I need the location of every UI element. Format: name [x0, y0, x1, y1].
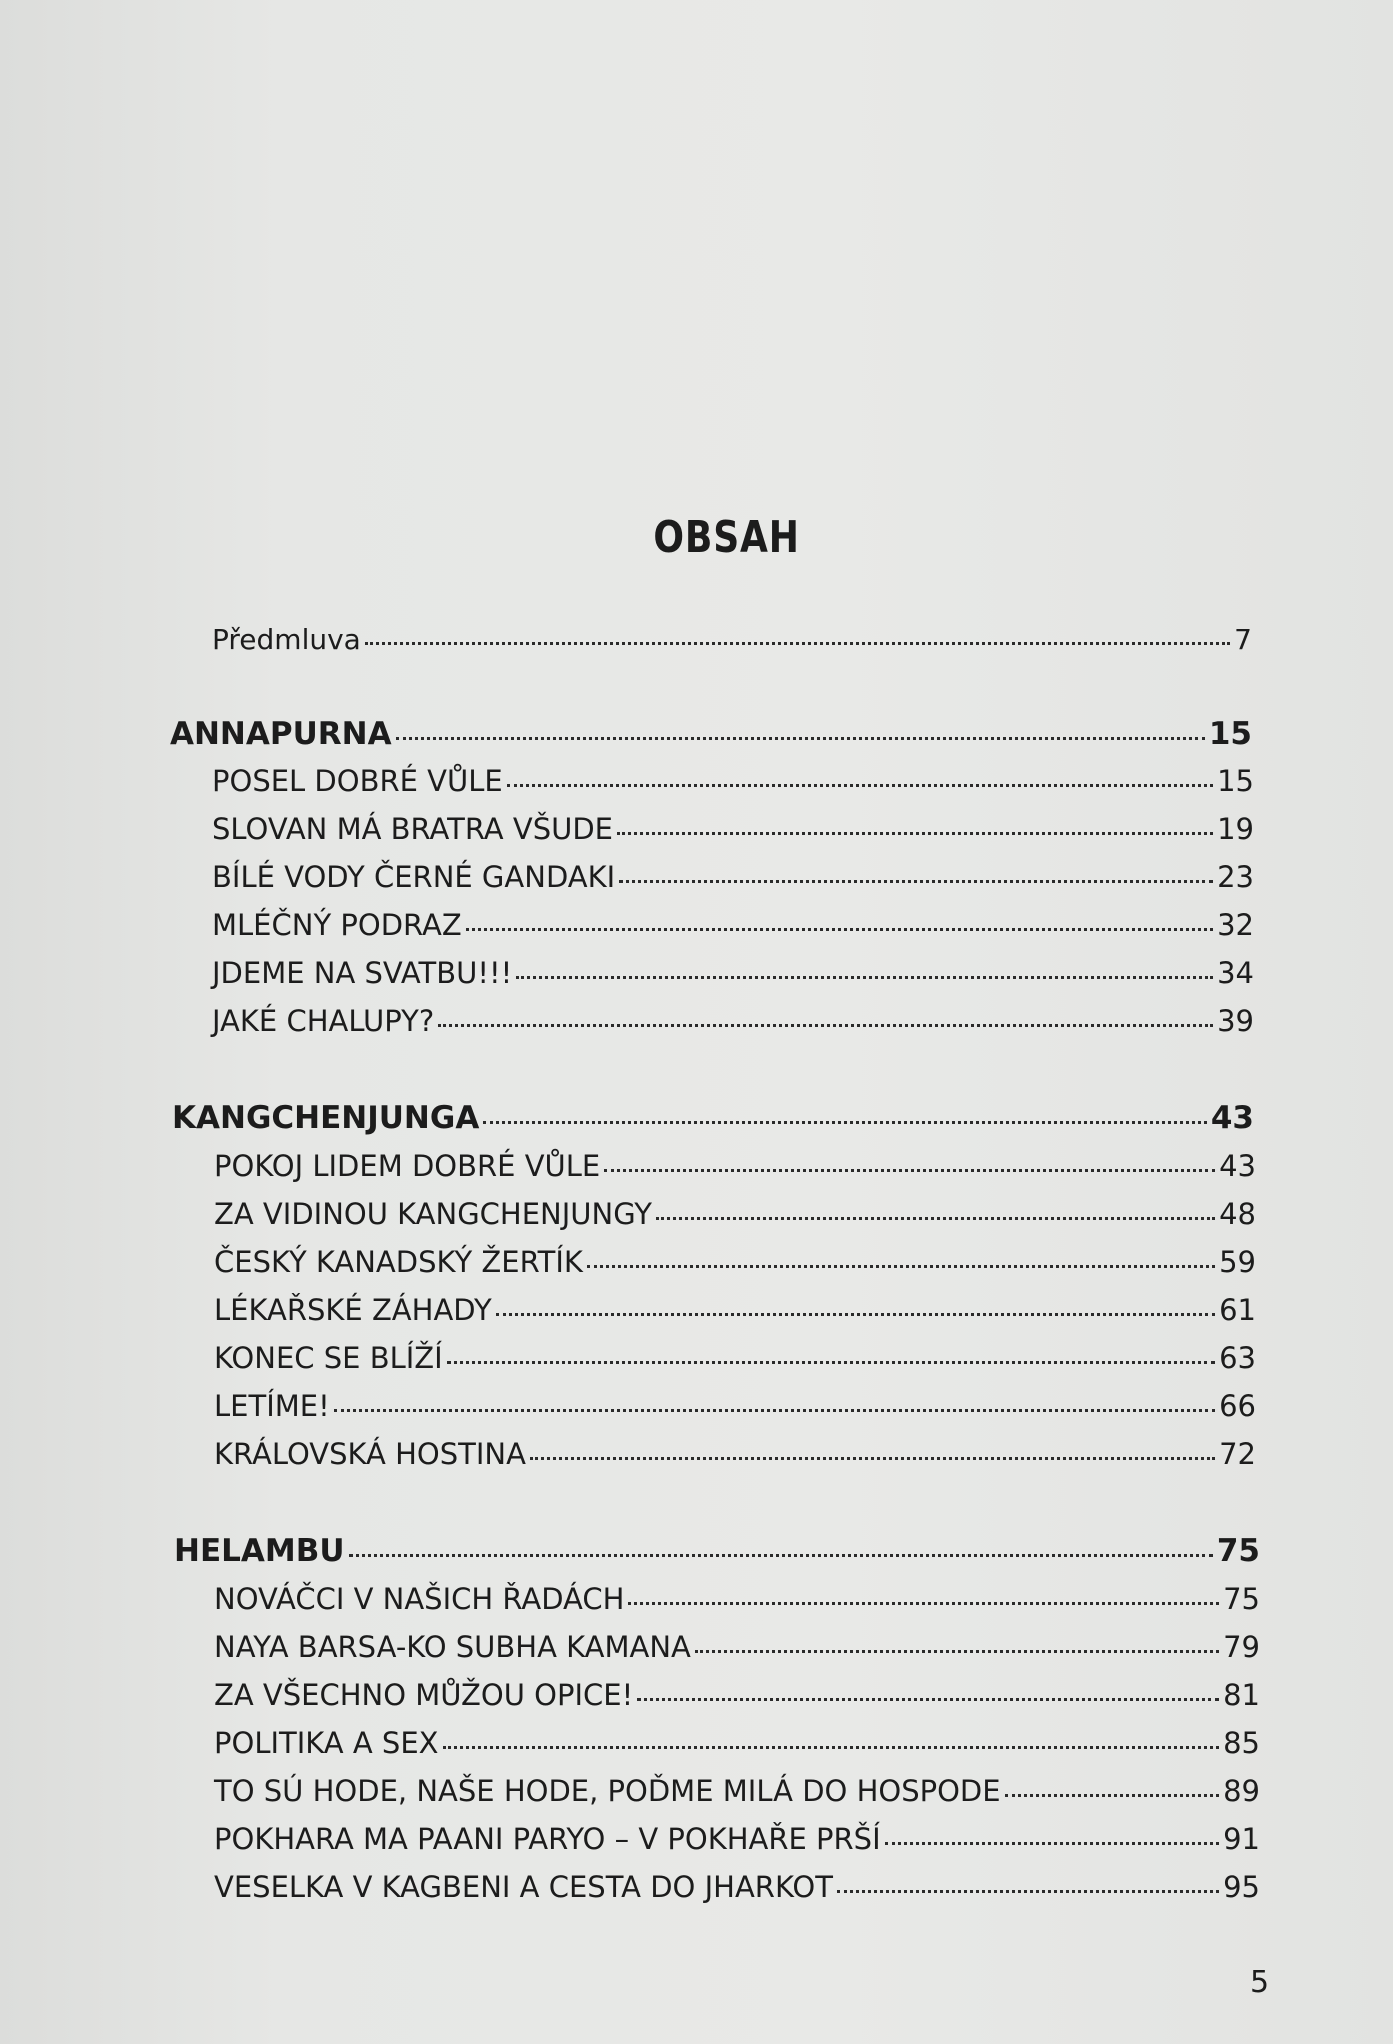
toc-entry-page: 72	[1219, 1437, 1256, 1471]
toc-entry	[212, 860, 1254, 894]
toc-part-helambu	[174, 1533, 1260, 1569]
toc-entry-label: KONEC SE BLÍŽÍ	[214, 1341, 443, 1375]
leader-dots	[619, 880, 1213, 883]
toc-entry-page: 59	[1219, 1245, 1256, 1279]
toc-entry	[214, 1582, 1260, 1616]
toc-entry	[214, 1822, 1260, 1856]
leader-dots	[507, 784, 1213, 787]
page-number: 5	[1250, 1965, 1270, 2000]
toc-part-annapurna	[170, 716, 1252, 752]
toc-entry-label: SLOVAN MÁ BRATRA VŠUDE	[212, 812, 613, 846]
toc-entry-label: NOVÁČCI V NAŠICH ŘADÁCH	[214, 1582, 625, 1616]
toc-entry	[214, 1726, 1260, 1760]
toc-entry	[212, 1004, 1254, 1038]
toc-entry-label: ZA VIDINOU KANGCHENJUNGY	[214, 1197, 652, 1231]
toc-entry-label: BÍLÉ VODY ČERNÉ GANDAKI	[212, 860, 616, 894]
toc-entry-page: 19	[1217, 812, 1254, 846]
leader-dots	[1005, 1794, 1220, 1797]
toc-entry-page: 95	[1223, 1870, 1260, 1904]
leader-dots	[637, 1698, 1219, 1701]
leader-dots	[438, 1024, 1213, 1027]
toc-entry-preface	[212, 623, 1252, 656]
toc-part-page: 43	[1210, 1100, 1254, 1136]
toc-entry	[212, 812, 1254, 846]
toc-entry-label: POSEL DOBRÉ VŮLE	[212, 764, 503, 798]
toc-entry-page: 89	[1223, 1774, 1260, 1808]
toc-part-kangchenjunga	[172, 1100, 1254, 1136]
toc-entry-label: MLÉČNÝ PODRAZ	[212, 908, 462, 942]
toc-entry-page: 66	[1219, 1389, 1256, 1423]
toc-entry-page: 61	[1219, 1293, 1256, 1327]
leader-dots	[656, 1217, 1215, 1220]
toc-entry	[214, 1245, 1256, 1279]
leader-dots	[530, 1457, 1215, 1460]
leader-dots	[334, 1409, 1215, 1412]
toc-entry-label: JAKÉ CHALUPY?	[212, 1004, 435, 1038]
toc-title: OBSAH	[653, 512, 800, 563]
toc-entry-page: 23	[1217, 860, 1254, 894]
toc-entry-label: TO SÚ HODE, NAŠE HODE, POĎME MILÁ DO HOSPODE	[214, 1774, 1001, 1808]
toc-part-label: HELAMBU	[174, 1533, 345, 1569]
toc-part-page: 15	[1208, 716, 1252, 752]
leader-dots	[885, 1842, 1219, 1845]
toc-entry-label: Předmluva	[212, 623, 361, 656]
toc-entry-page: 85	[1223, 1726, 1260, 1760]
leader-dots	[516, 976, 1213, 979]
toc-entry-label: POKHARA MA PAANI PARYO – V POKHAŘE PRŠÍ	[214, 1822, 881, 1856]
toc-entry-page: 7	[1234, 623, 1252, 656]
leader-dots	[447, 1361, 1215, 1364]
toc-entry	[214, 1149, 1256, 1183]
leader-dots	[604, 1169, 1215, 1172]
toc-entry	[212, 956, 1254, 990]
leader-dots	[365, 642, 1230, 645]
toc-entry	[214, 1437, 1256, 1471]
toc-entry-label: JDEME NA SVATBU!!!	[212, 956, 513, 990]
toc-part-page: 75	[1216, 1533, 1260, 1569]
leader-dots	[396, 737, 1205, 740]
toc-entry-page: 81	[1223, 1678, 1260, 1712]
toc-entry	[212, 764, 1254, 798]
toc-entry-page: 39	[1217, 1004, 1254, 1038]
leader-dots	[587, 1265, 1215, 1268]
toc-entry	[214, 1389, 1256, 1423]
toc-entry	[214, 1197, 1256, 1231]
toc-entry-page: 43	[1219, 1149, 1256, 1183]
leader-dots	[628, 1602, 1219, 1605]
toc-entry	[214, 1341, 1256, 1375]
toc-entry-page: 75	[1223, 1582, 1260, 1616]
leader-dots	[695, 1650, 1219, 1653]
leader-dots	[466, 928, 1213, 931]
toc-entry	[214, 1630, 1260, 1664]
toc-entry-page: 79	[1223, 1630, 1260, 1664]
toc-entry	[214, 1293, 1256, 1327]
toc-part-label: ANNAPURNA	[170, 716, 392, 752]
toc-entry-label: ČESKÝ KANADSKÝ ŽERTÍK	[214, 1245, 583, 1279]
leader-dots	[496, 1313, 1215, 1316]
toc-entry-label: ZA VŠECHNO MŮŽOU OPICE!	[214, 1678, 634, 1712]
toc-entry-label: POKOJ LIDEM DOBRÉ VŮLE	[214, 1149, 601, 1183]
leader-dots	[837, 1890, 1219, 1893]
toc-entry-page: 32	[1217, 908, 1254, 942]
leader-dots	[349, 1554, 1213, 1557]
toc-entry-page: 91	[1223, 1822, 1260, 1856]
toc-part-label: KANGCHENJUNGA	[172, 1100, 480, 1136]
toc-entry	[214, 1678, 1260, 1712]
toc-entry-label: NAYA BARSA-KO SUBHA KAMANA	[214, 1630, 691, 1664]
toc-entry-label: KRÁLOVSKÁ HOSTINA	[214, 1437, 526, 1471]
toc-entry-page: 48	[1219, 1197, 1256, 1231]
leader-dots	[483, 1121, 1207, 1124]
toc-entry-page: 63	[1219, 1341, 1256, 1375]
toc-entry-label: LÉKAŘSKÉ ZÁHADY	[214, 1293, 492, 1327]
toc-entry-label: VESELKA V KAGBENI A CESTA DO JHARKOT	[214, 1870, 833, 1904]
toc-entry-label: POLITIKA A SEX	[214, 1726, 439, 1760]
leader-dots	[617, 832, 1213, 835]
toc-entry-page: 15	[1217, 764, 1254, 798]
toc-entry	[212, 908, 1254, 942]
toc-entry-page: 34	[1217, 956, 1254, 990]
toc-entry	[214, 1870, 1260, 1904]
toc-entry	[214, 1774, 1260, 1808]
toc-entry-label: LETÍME!	[214, 1389, 330, 1423]
leader-dots	[443, 1746, 1220, 1749]
